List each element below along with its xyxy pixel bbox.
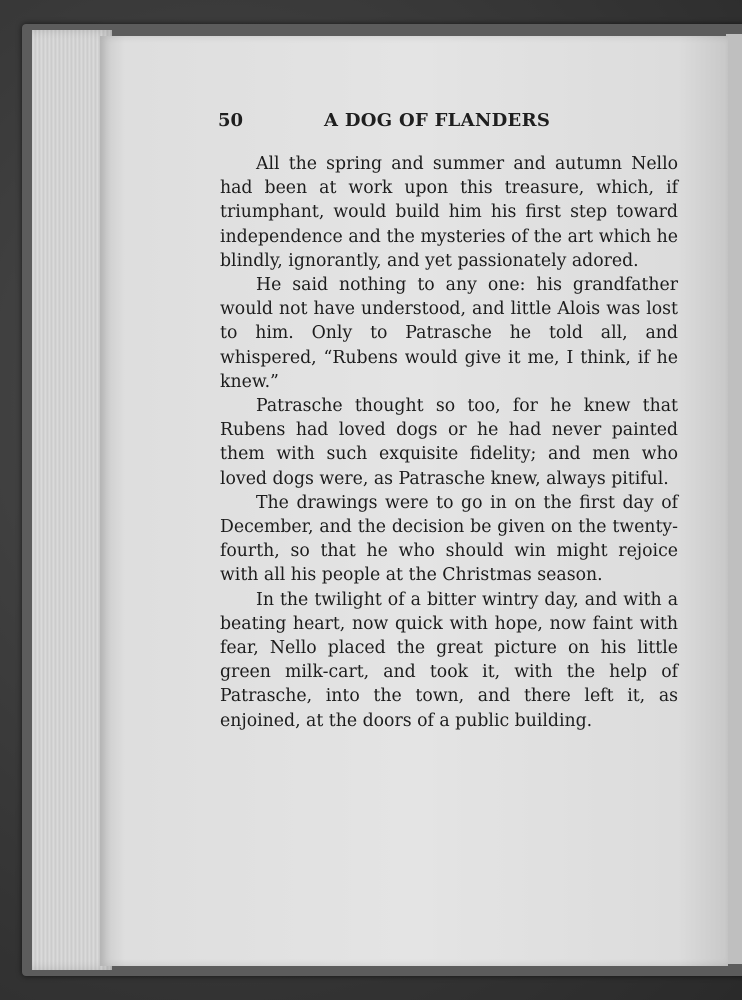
- body-text: [220, 152, 678, 733]
- paragraph: Patrasche thought so too, for he knew that Rubens had loved dogs or he had never painted them with such exquisite fidelity; and men who loved dogs were, as Patrasche knew, always pitiful.: [220, 396, 678, 489]
- paragraph: In the twilight of a bitter wintry day, and with a beating heart, now quick with hope, now faint with fear, Nello placed the great picture on his little green milk-cart, and took it, with the help of Patrasche, into the town, and there left it, as enjoined, at the doors of a public building.: [220, 589, 678, 731]
- book-title: A DOG OF FLANDERS: [324, 110, 551, 131]
- paragraph: The drawings were to go in on the first day of December, and the decision be given on the twenty-fourth, so that he who should win might rejoice with all his people at the Christmas season.: [220, 492, 678, 586]
- facing-page-edge: [726, 34, 742, 964]
- page-number: 50: [218, 110, 244, 131]
- paragraph: All the spring and summer and autumn Nello had been at work upon this treasure, which, if triumphant, would build him his first step toward independence and the mysteries of the art which he blindly, ignorantly, and yet passionately adored.: [220, 154, 678, 271]
- running-head: [218, 110, 678, 140]
- paragraph: He said nothing to any one: his grandfather would not have understood, and little Alois was lost to him. Only to Patrasche he told all, and whispered, “Rubens would give it me, I think, if he knew.”: [220, 275, 678, 392]
